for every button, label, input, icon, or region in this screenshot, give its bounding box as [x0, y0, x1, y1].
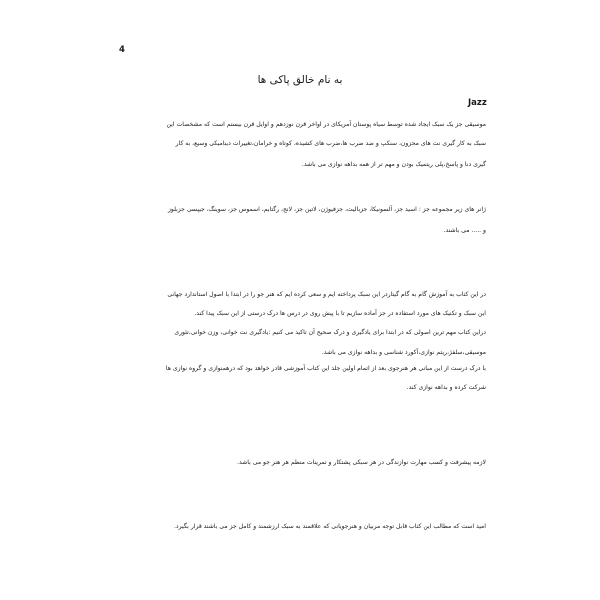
paragraph-line: دراین کتاب مهم ترین اصولی که در ابتدا برای یادگیری و درک صحیح آن تاکید می کنیم :یادگیری نت خوانی، وزن خوانی،تئوری — [174, 329, 486, 336]
page-title: به نام خالق پاکی ها — [257, 74, 343, 86]
paragraph-line: شرکت کرده و بداهه نوازی کند. — [406, 384, 486, 391]
paragraph-line: امید است که مطالب این کتاب قابل توجه مربیان و هنرجویانی که علاقمند به سبک ارزشمند و کامل جز می باشند قرار بگیرد. — [173, 523, 486, 530]
paragraph-line: سبک به کار گیری نت های محزون، سنکپ و ضد ضرب ها،ضرب های کشیده، کوتاه و خرامان،تغییرات دینامیکی وسیع، به کار — [175, 140, 486, 147]
page-number: 4 — [119, 45, 125, 55]
paragraph-line: موسیقی جز یک سبک ایجاد شده توسط سیاه پوستان آمریکای در اواخر قرن نوزدهم و اوایل قرن بیستم است که مشخصات این — [166, 121, 486, 128]
paragraph-line: لازمه پیشرفت و کسب مهارت نوازندگی در هر سبکی پشتکار و تمرینات منظم هر هنر جو می باشد. — [237, 459, 486, 466]
paragraph-line: موسیقی،سلفژ،ریتم نوازی،آکورد شناسی و بداهه نوازی می باشد. — [321, 349, 486, 356]
paragraph-line: با درک درست از این مبانی هر هنرجوی بعد از اتمام اولین جلد این کتاب آموزشی قادر خواهد بود که درهمنوازی و گروه نوازی ها — [165, 365, 486, 372]
paragraph-line: گیری دنا و پاسخ،پلی ریتمیک بودن و مهم تر از همه بداهه نوازی می باشد. — [301, 161, 486, 168]
paragraph-line: و ..... می باشند. — [443, 227, 486, 234]
section-heading: Jazz — [468, 98, 487, 108]
paragraph-line: در این کتاب به آموزش گام به گام گیتاردر این سبک پرداخته ایم و سعی کرده ایم که هنر جو را در ابتدا با اصول استاندارد جهانی — [167, 291, 486, 298]
paragraph-line: ژانر های زیر مجموعه جز : اسید جز، آلسونیکا، جزبالیت، جزفیوژن، لاتین جز، لانج، رگتایم، اسموس جز، سوینگ، جیپسی جزبلوز — [167, 206, 486, 213]
paragraph-line: این سبک و تکنیک های مورد استفاده در جز آماده سازیم تا با پیش روی در درس ها درک درستی از این سبک پیدا کند. — [194, 310, 486, 317]
